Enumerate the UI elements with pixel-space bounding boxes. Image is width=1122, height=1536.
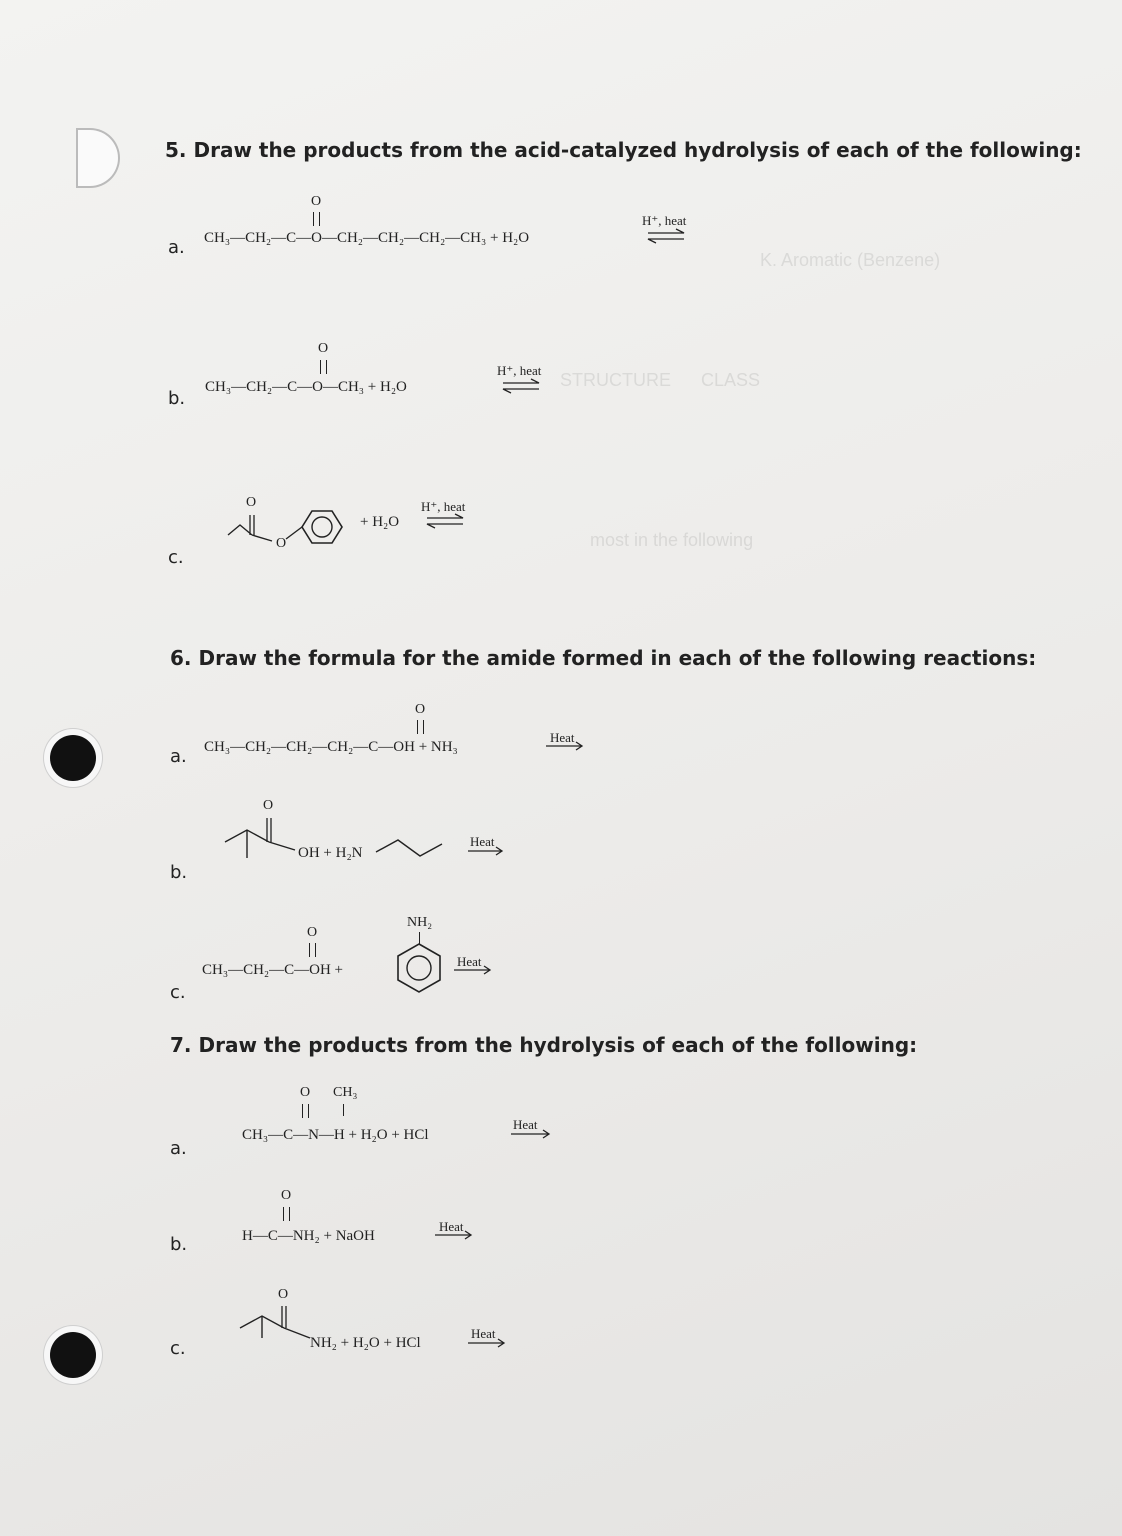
reaction-7c-condition: Heat <box>471 1326 496 1341</box>
propyl-chain-skeleton <box>376 834 446 864</box>
bleed-through-text: STRUCTURE CLASS <box>560 370 761 390</box>
question-5-title: 5. Draw the products from the acid-catalyzed hydrolysis of each of the following: <box>165 138 1082 162</box>
part-5c-letter: c. <box>168 547 184 568</box>
double-bond <box>309 943 316 957</box>
reaction-5b-condition: H⁺, heat <box>497 363 542 378</box>
question-7-title: 7. Draw the products from the hydrolysis of each of the following: <box>170 1033 918 1057</box>
aniline-benzene-ring <box>392 943 442 995</box>
reaction-6c-equation: CH₃—CH₂—C—OH + <box>202 962 344 978</box>
equilibrium-arrow <box>646 229 686 243</box>
reaction-6a-condition: Heat <box>550 730 575 745</box>
reaction-7b-equation: H—C—NH₂ + NaOH <box>242 1228 375 1244</box>
isobutyric-acid-skeleton <box>225 812 305 862</box>
equilibrium-arrow <box>501 379 541 393</box>
carbonyl-oxygen: O <box>281 1188 292 1203</box>
part-5b-letter: b. <box>168 388 186 409</box>
carbonyl-oxygen: O <box>415 702 426 717</box>
carbonyl-oxygen: O <box>307 925 318 940</box>
isobutyramide-skeleton <box>240 1302 320 1346</box>
phenyl-propanoate-skeleton <box>228 505 358 555</box>
carbonyl-oxygen: O <box>246 495 257 510</box>
reaction-7c-equation: NH₂ + H₂O + HCl <box>310 1335 421 1351</box>
bleed-through-text: most in the following <box>590 530 754 550</box>
part-6c-letter: c. <box>170 982 186 1003</box>
reaction-6b-condition: Heat <box>470 834 495 849</box>
reaction-5c-equation: + H₂O <box>360 514 400 530</box>
reaction-5c-condition: H⁺, heat <box>421 499 466 514</box>
carbonyl-oxygen: O <box>311 194 322 209</box>
double-bond <box>417 720 424 734</box>
double-bond <box>313 212 320 226</box>
double-bond <box>320 360 327 374</box>
part-6a-letter: a. <box>170 746 187 767</box>
reaction-5b-equation: CH₃—CH₂—C—O—CH₃ + H₂O <box>205 379 407 395</box>
reaction-arrow <box>544 741 584 751</box>
reaction-arrow <box>433 1230 475 1240</box>
reaction-6c-condition: Heat <box>457 954 482 969</box>
part-5a-letter: a. <box>168 237 185 258</box>
carbonyl-oxygen: O <box>300 1085 311 1100</box>
n-methyl-group: CH₃ <box>333 1085 358 1100</box>
part-7c-letter: c. <box>170 1338 186 1359</box>
reaction-arrow <box>509 1129 553 1139</box>
reaction-5a-condition: H⁺, heat <box>642 213 687 228</box>
carbonyl-oxygen: O <box>263 798 274 813</box>
double-bond <box>283 1207 290 1221</box>
ester-oxygen: O <box>276 536 287 551</box>
reaction-7b-condition: Heat <box>439 1219 464 1234</box>
single-bond <box>343 1104 344 1116</box>
reaction-6b-equation: OH + H₂N <box>298 845 363 861</box>
part-7a-letter: a. <box>170 1138 187 1159</box>
binder-hole <box>50 1332 96 1378</box>
reaction-7a-equation: CH₃—C—N—H + H₂O + HCl <box>242 1127 429 1143</box>
carbonyl-oxygen: O <box>278 1287 289 1302</box>
carbonyl-oxygen: O <box>318 341 329 356</box>
reaction-6a-equation: CH₃—CH₂—CH₂—CH₂—C—OH + NH₃ <box>204 739 458 755</box>
binder-hole <box>50 735 96 781</box>
bleed-through-text: K. Aromatic (Benzene) <box>760 250 941 270</box>
amine-group-label: NH₂ <box>407 915 433 930</box>
part-7b-letter: b. <box>170 1234 188 1255</box>
equilibrium-arrow <box>425 514 465 528</box>
reaction-5a-equation: CH₃—CH₂—C—O—CH₂—CH₂—CH₂—CH₃ + H₂O <box>204 230 530 246</box>
reaction-arrow <box>452 965 494 975</box>
reaction-arrow <box>466 1338 508 1348</box>
page-tab-edge <box>78 130 118 186</box>
part-6b-letter: b. <box>170 862 188 883</box>
reaction-arrow <box>466 846 506 856</box>
question-6-title: 6. Draw the formula for the amide formed in each of the following reactions: <box>170 646 1037 670</box>
reaction-7a-condition: Heat <box>513 1117 538 1132</box>
double-bond <box>302 1104 309 1118</box>
